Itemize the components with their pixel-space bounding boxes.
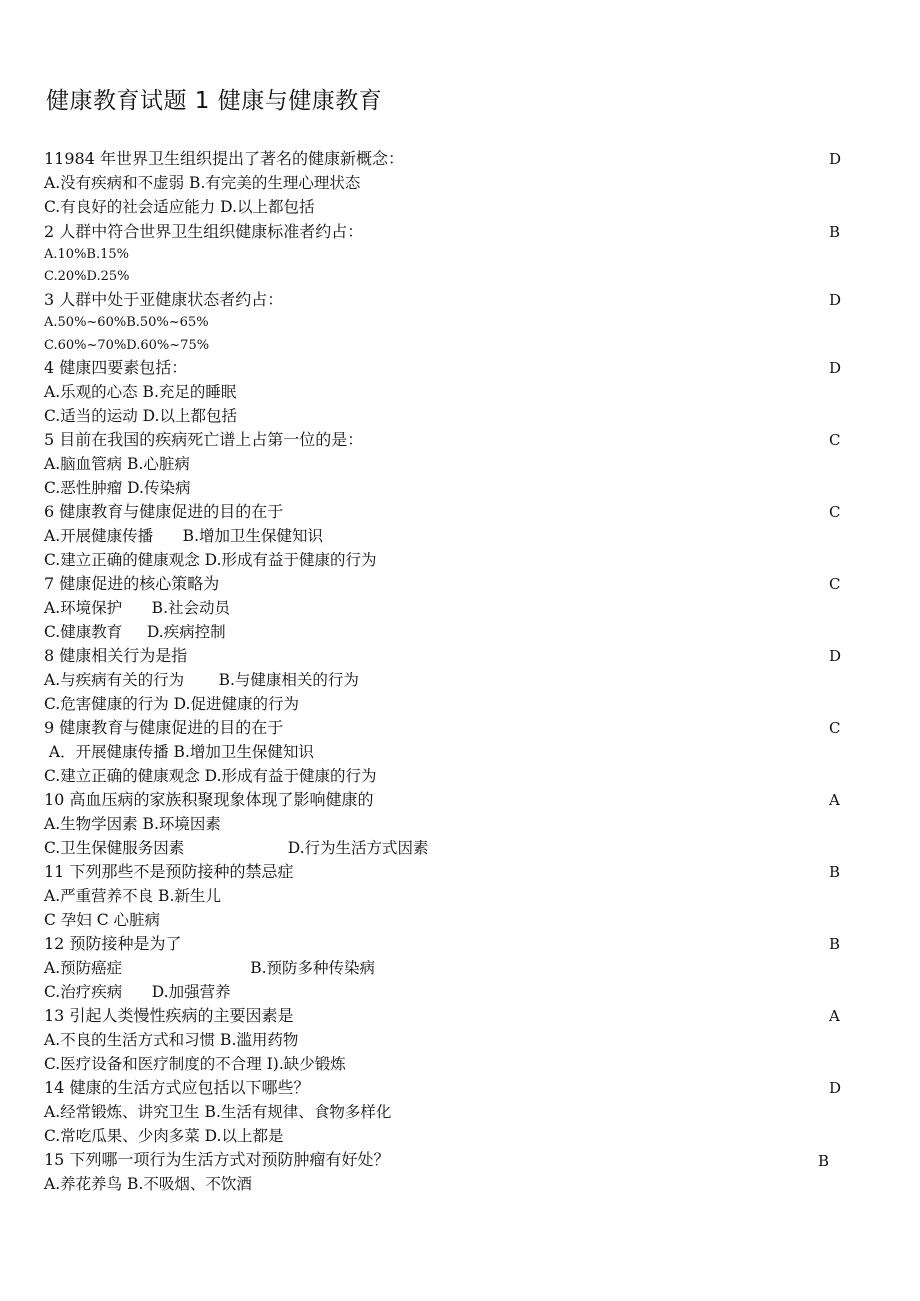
answer-key: B <box>829 935 841 953</box>
question-option-line: A.脑血管病 B.心脏病 <box>44 455 190 473</box>
question-stem: 8 健康相关行为是指 <box>44 646 188 665</box>
question-option-line: C.卫生保健服务因素 D.行为生活方式因素 <box>44 839 429 857</box>
question-option-line: A.没有疾病和不虚弱 B.有完美的生理心理状态 <box>44 174 361 192</box>
question-option-line: C 孕妇 C 心脏病 <box>44 911 161 929</box>
question-option-line: A.与疾病有关的行为 B.与健康相关的行为 <box>44 671 359 689</box>
question-option-line: C.常吃瓜果、少肉多菜 D.以上都是 <box>44 1127 284 1145</box>
question-stem: 12 预防接种是为了 <box>44 934 182 953</box>
answer-key: A <box>829 1007 840 1025</box>
question-stem: 11984 年世界卫生组织提出了著名的健康新概念： <box>44 149 404 168</box>
question-option-line: A．开展健康传播 B.增加卫生保健知识 <box>44 743 314 761</box>
question-stem: 13 引起人类慢性疾病的主要因素是 <box>44 1006 294 1025</box>
answer-key: D <box>829 291 842 309</box>
answer-key: C <box>829 503 841 521</box>
answer-key: D <box>829 647 842 665</box>
question-stem: 11 下列那些不是预防接种的禁忌症 <box>44 862 294 881</box>
question-option-line: A.50%~60%B.50%~65% <box>44 315 209 330</box>
question-stem: 4 健康四要素包括： <box>44 358 188 377</box>
question-option-line: A.环境保护 B.社会动员 <box>44 599 231 617</box>
answer-key: B <box>829 863 841 881</box>
question-option-line: C.建立正确的健康观念 D.形成有益于健康的行为 <box>44 767 377 785</box>
question-option-line: A.预防癌症 B.预防多种传染病 <box>44 959 376 977</box>
answer-key: B <box>829 223 841 241</box>
question-option-line: C.健康教育 D.疾病控制 <box>44 623 226 641</box>
question-stem: 5 目前在我国的疾病死亡谱上占第一位的是： <box>44 430 364 449</box>
question-stem: 6 健康教育与健康促进的目的在于 <box>44 502 284 521</box>
question-option-line: C.恶性肿瘤 D.传染病 <box>44 479 191 497</box>
document-title: 健康教育试题 1 健康与健康教育 <box>46 88 383 114</box>
question-option-line: C.建立正确的健康观念 D.形成有益于健康的行为 <box>44 551 377 569</box>
question-option-line: A.养花养鸟 B.不吸烟、不饮酒 <box>44 1175 252 1193</box>
answer-key: D <box>829 1079 842 1097</box>
question-option-line: A.开展健康传播 B.增加卫生保健知识 <box>44 527 324 545</box>
question-option-line: A.生物学因素 B.环境因素 <box>44 815 221 833</box>
question-option-line: C.20%D.25% <box>44 269 130 284</box>
question-stem: 7 健康促进的核心策略为 <box>44 574 220 593</box>
answer-key: B <box>818 1152 830 1170</box>
answer-key: A <box>829 791 840 809</box>
question-option-line: A.严重营养不良 B.新生儿 <box>44 887 221 905</box>
question-option-line: C.适当的运动 D.以上都包括 <box>44 407 237 425</box>
question-option-line: A.10%B.15% <box>44 247 129 262</box>
question-option-line: A.不良的生活方式和习惯 B.滥用药物 <box>44 1031 299 1049</box>
question-stem: 9 健康教育与健康促进的目的在于 <box>44 718 284 737</box>
question-option-line: C.有良好的社会适应能力 D.以上都包括 <box>44 198 315 216</box>
question-stem: 10 高血压病的家族积聚现象体现了影响健康的 <box>44 790 374 809</box>
question-option-line: C.危害健康的行为 D.促进健康的行为 <box>44 695 299 713</box>
question-option-line: C.治疗疾病 D.加强营养 <box>44 983 231 1001</box>
question-option-line: A.经常锻炼、讲究卫生 B.生活有规律、食物多样化 <box>44 1103 392 1121</box>
answer-key: C <box>829 575 841 593</box>
question-stem: 3 人群中处于亚健康状态者约占： <box>44 290 284 309</box>
question-stem: 15 下列哪一项行为生活方式对预防肿瘤有好处？ <box>44 1150 390 1169</box>
question-stem: 14 健康的生活方式应包括以下哪些？ <box>44 1078 310 1097</box>
question-option-line: C.医疗设备和医疗制度的不合理 I).缺少锻炼 <box>44 1055 346 1073</box>
question-stem: 2 人群中符合世界卫生组织健康标准者约占： <box>44 222 364 241</box>
answer-key: C <box>829 431 841 449</box>
question-option-line: C.60%~70%D.60%~75% <box>44 338 210 353</box>
question-option-line: A.乐观的心态 B.充足的睡眠 <box>44 383 237 401</box>
answer-key: D <box>829 150 842 168</box>
answer-key: C <box>829 719 841 737</box>
answer-key: D <box>829 359 842 377</box>
